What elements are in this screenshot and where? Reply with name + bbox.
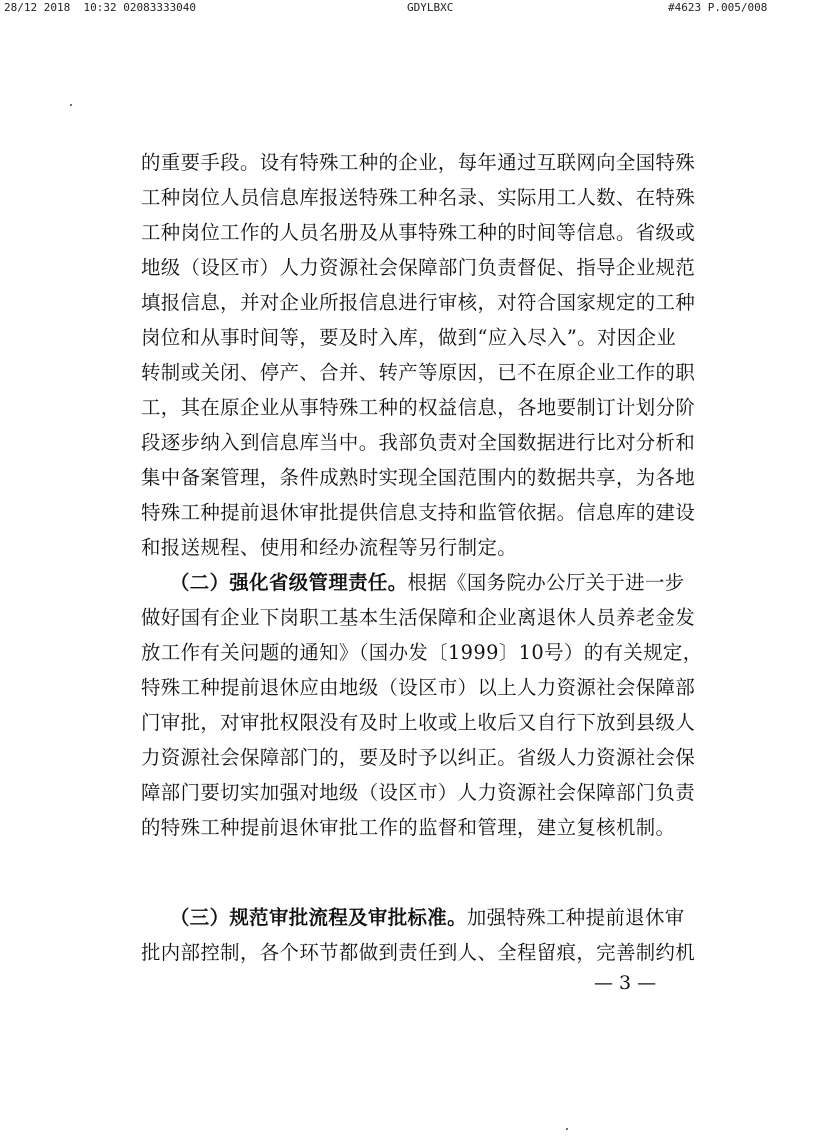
body-line: 段逐步纳入到信息库当中。我部负责对全国数据进行比对分析和 xyxy=(141,431,696,454)
fax-station-id: GDYLBXC xyxy=(407,1,454,14)
section-three-heading: （三）规范审批流程及审批标准。 xyxy=(170,906,467,929)
section-two-heading: （二）强化省级管理责任。 xyxy=(170,571,408,594)
section-three-first-line-text: 加强特殊工种提前退休审 xyxy=(466,906,685,929)
scan-speck xyxy=(70,104,72,106)
body-line: 填报信息，并对企业所报信息进行审核，对符合国家规定的工种 xyxy=(141,291,696,314)
section-two-line: 的特殊工种提前退休审批工作的监督和管理，建立复核机制。 xyxy=(141,816,676,839)
body-line: 集中备案管理，条件成熟时实现全国范围内的数据共享，为各地 xyxy=(141,466,696,489)
section-two-first-line xyxy=(170,568,685,598)
section-two-line: 放工作有关问题的通知》（国办发〔1999〕10号）的有关规定， xyxy=(141,641,703,664)
body-line: 转制或关闭、停产、合并、转产等原因，已不在原企业工作的职 xyxy=(141,361,696,384)
fax-header xyxy=(0,0,831,18)
section-two-line: 特殊工种提前退休应由地级（设区市）以上人力资源社会保障部 xyxy=(141,676,696,699)
page-number: — 3 — xyxy=(594,972,657,994)
section-two-line: 做好国有企业下岗职工基本生活保障和企业离退休人员养老金发 xyxy=(141,606,696,629)
scan-speck xyxy=(566,1128,568,1130)
body-line: 和报送规程、使用和经办流程等另行制定。 xyxy=(141,536,518,559)
section-two-line: 障部门要切实加强对地级（设区市）人力资源社会保障部门负责 xyxy=(141,781,696,804)
body-line: 特殊工种提前退休审批提供信息支持和监管依据。信息库的建设 xyxy=(141,501,696,524)
section-two-line: 力资源社会保障部门的，要及时予以纠正。省级人力资源社会保 xyxy=(141,746,696,769)
body-line: 工种岗位人员信息库报送特殊工种名录、实际用工人数、在特殊 xyxy=(141,186,696,209)
section-two-first-line-text: 根据《国务院办公厅关于进一步 xyxy=(407,571,685,594)
body-line: 工种岗位工作的人员名册及从事特殊工种的时间等信息。省级或 xyxy=(141,221,696,244)
body-line: 岗位和从事时间等，要及时入库，做到“应入尽入”。对因企业 xyxy=(141,326,677,349)
section-three-first-line xyxy=(170,903,685,933)
body-line: 地级（设区市）人力资源社会保障部门负责督促、指导企业规范 xyxy=(141,256,696,279)
section-three-line: 批内部控制，各个环节都做到责任到人、全程留痕，完善制约机 xyxy=(141,941,696,964)
body-line: 工，其在原企业从事特殊工种的权益信息，各地要制订计划分阶 xyxy=(141,396,696,419)
section-two-line: 门审批，对审批权限没有及时上收或上收后又自行下放到县级人 xyxy=(141,711,696,734)
fax-page-counter: #4623 P.005/008 xyxy=(668,1,768,14)
fax-datetime: 28/12 2018 10:32 02083333040 xyxy=(4,1,197,14)
body-line: 的重要手段。设有特殊工种的企业，每年通过互联网向全国特殊 xyxy=(141,151,696,174)
